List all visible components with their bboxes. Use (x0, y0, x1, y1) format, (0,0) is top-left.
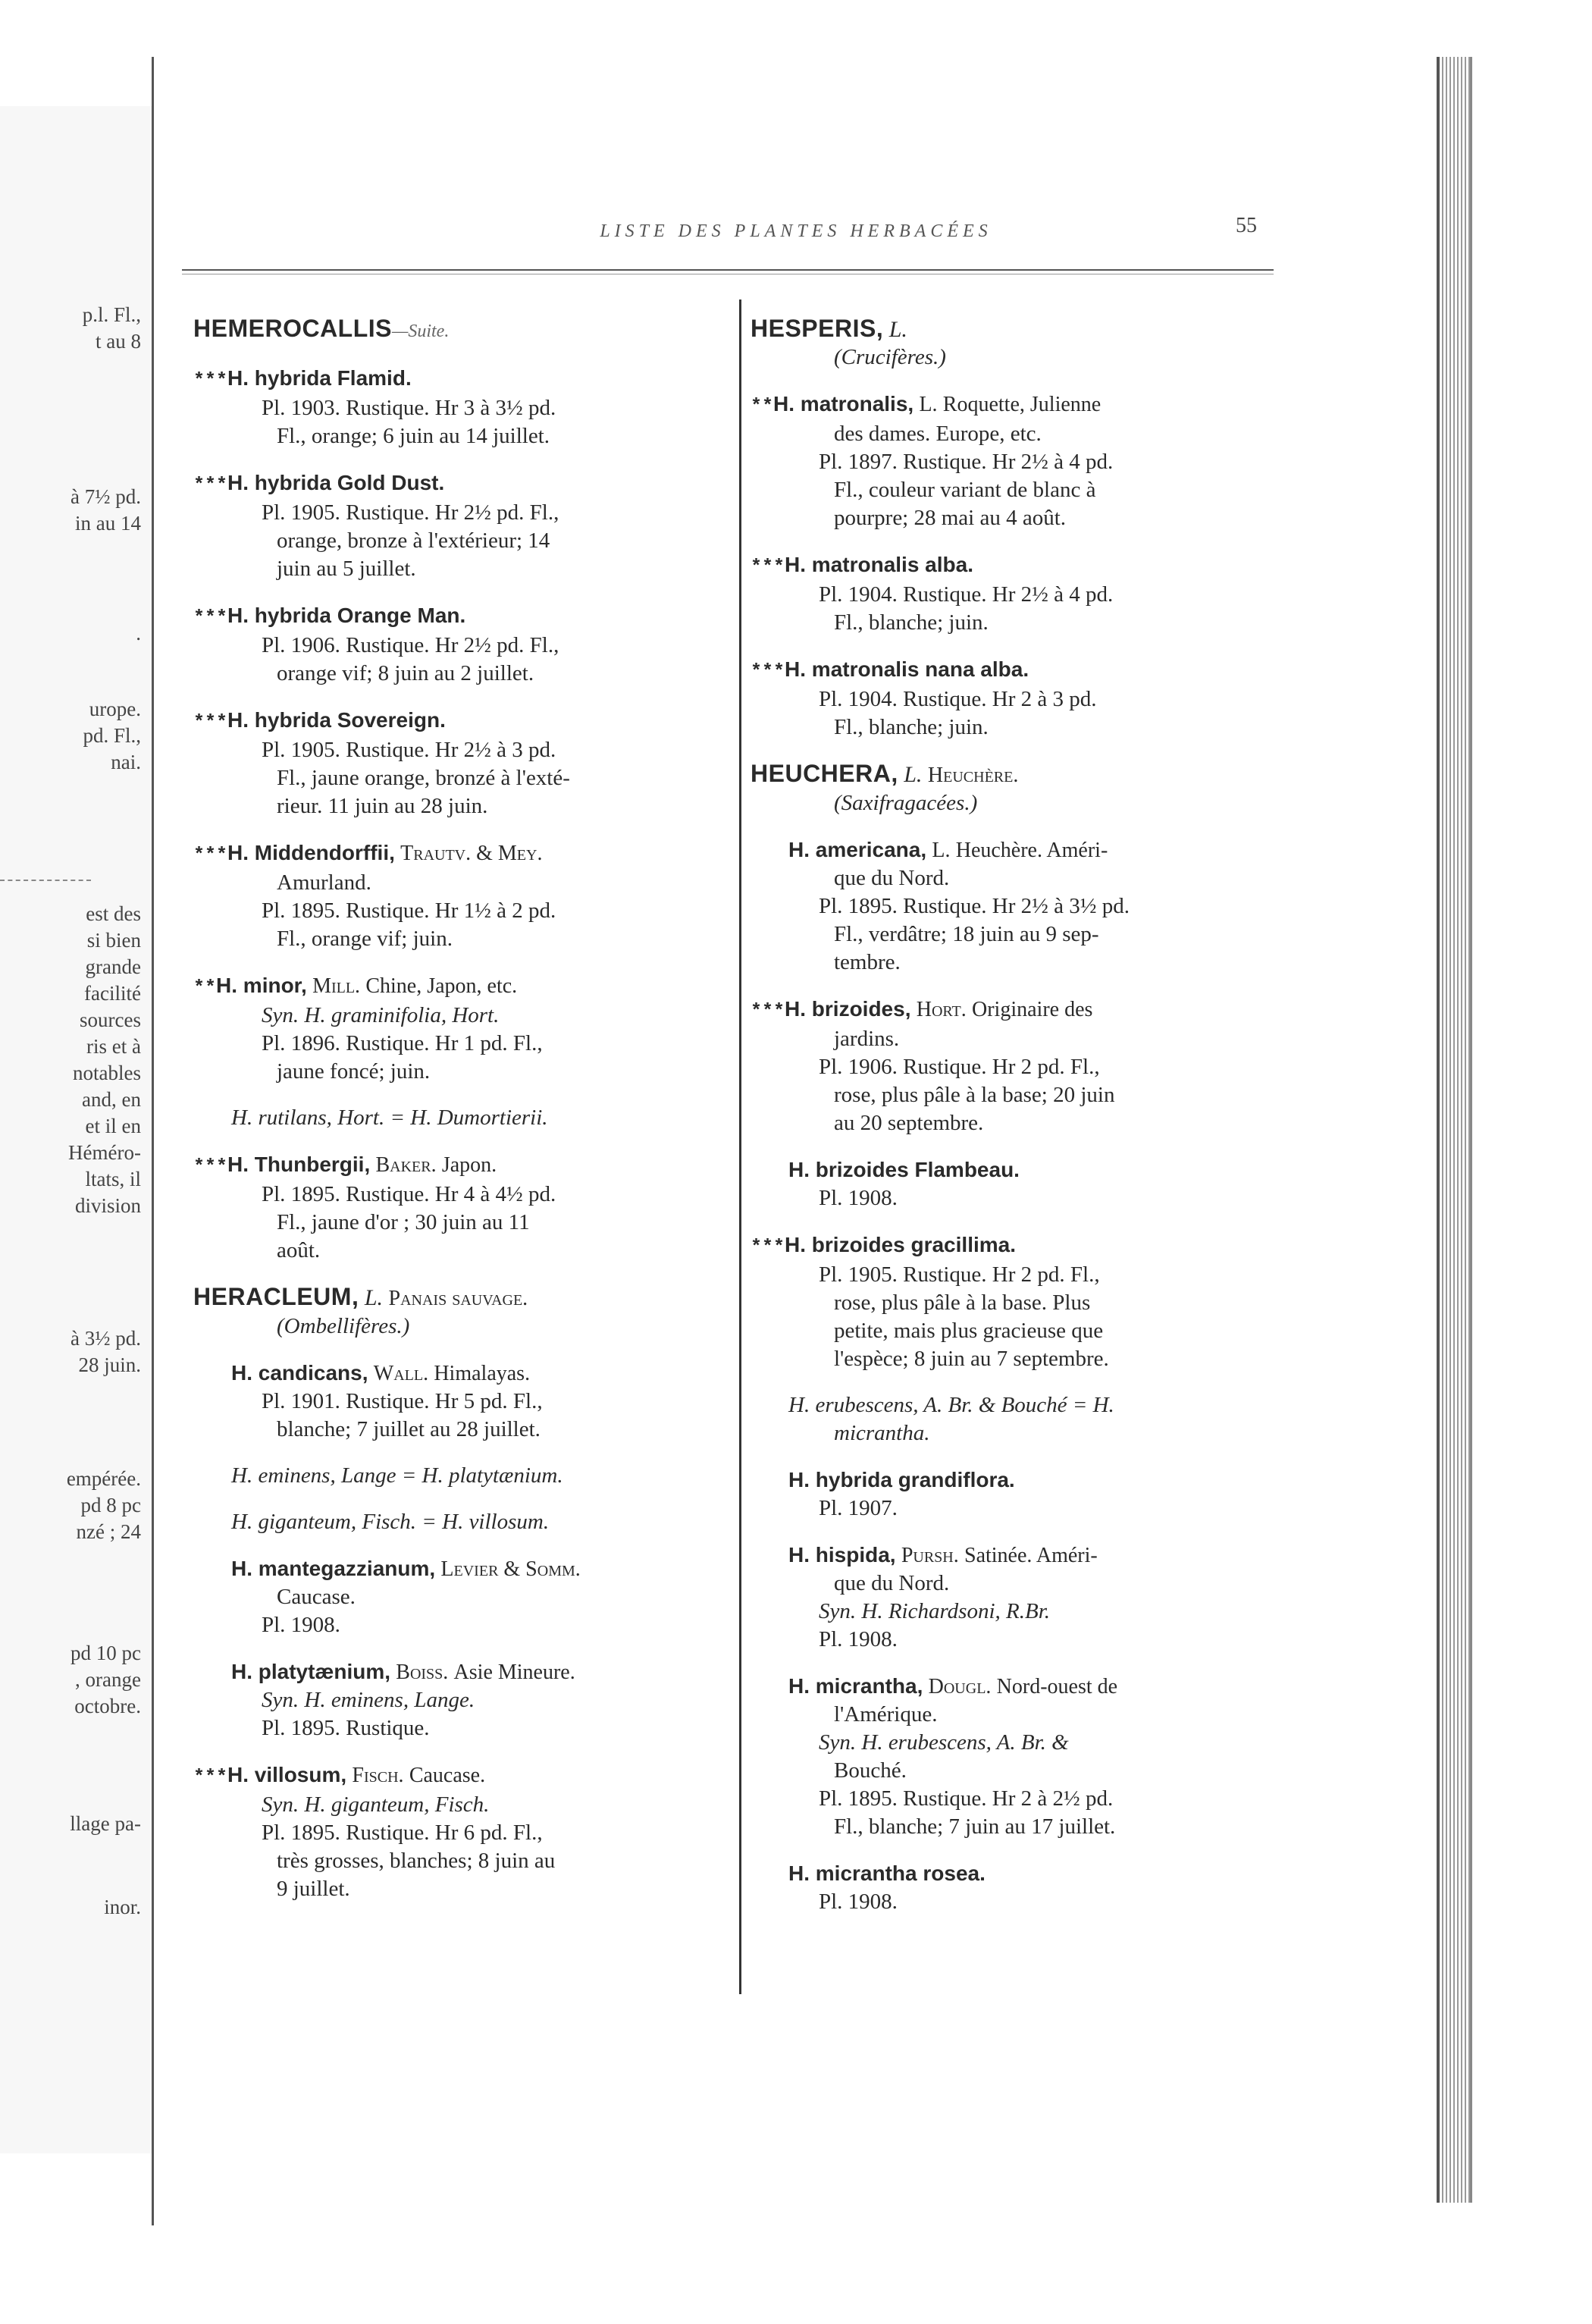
facing-page-text: à 3½ pd. (71, 1327, 141, 1350)
species-heading (193, 1761, 735, 1791)
species-detail-line: Syn. H. eminens, Lange. (262, 1688, 475, 1712)
synonym-text: H. giganteum, Fisch. = H. villosum. (231, 1510, 550, 1534)
hardiness-stars: *** (193, 711, 228, 733)
species-name: H. Thunbergii, (227, 1153, 371, 1176)
species-note: Satinée. Améri- (964, 1544, 1098, 1567)
genus-entry (751, 315, 1296, 372)
species-heading (193, 1150, 735, 1181)
species-detail-line: tembre. (834, 950, 901, 974)
species-detail-line: Pl. 1908. (819, 1890, 898, 1914)
column-divider (739, 300, 741, 1994)
hardiness-stars: *** (193, 607, 228, 629)
facing-page-text: nai. (111, 751, 141, 773)
species-note: Chine, Japon, etc. (365, 974, 518, 998)
species-heading (751, 1466, 1296, 1494)
facing-page-text: notables (73, 1062, 141, 1084)
genus-heading (751, 315, 1296, 343)
species-detail-line: des dames. Europe, etc. (834, 422, 1042, 446)
synonym-text: H. erubescens, A. Br. & Bouché = H. (788, 1393, 1114, 1417)
plant-entry (193, 364, 735, 450)
genus-name: HEUCHERA, (751, 760, 898, 787)
species-name: H. hybrida Gold Dust. (227, 471, 445, 494)
species-detail-line: Pl. 1895. Rustique. (262, 1716, 430, 1740)
synonym-entry (751, 1391, 1296, 1447)
facing-page-text: in au 14 (75, 512, 141, 535)
species-heading (751, 655, 1296, 685)
species-detail-line: Syn. H. graminifolia, Hort. (262, 1003, 500, 1027)
species-detail-line: blanche; 7 juillet au 28 juillet. (277, 1417, 541, 1441)
species-detail-line: août. (277, 1238, 321, 1262)
facing-page-text: si bien (86, 929, 141, 952)
facing-page-text: facilité (84, 982, 141, 1005)
species-detail-line: Pl. 1897. Rustique. Hr 2½ à 4 pd. (819, 450, 1114, 474)
genus-author: L. (888, 317, 907, 342)
facing-page-text: pd 10 pc (71, 1642, 141, 1664)
species-detail-line: Pl. 1895. Rustique. Hr 4 à 4½ pd. (262, 1182, 556, 1206)
species-detail-line: rieur. 11 juin au 28 juin. (277, 794, 488, 818)
facing-page-text: est des (86, 902, 141, 925)
species-detail-line: Pl. 1905. Rustique. Hr 2 pd. Fl., (819, 1262, 1100, 1287)
species-heading (751, 1231, 1296, 1261)
species-detail-line: Fl., jaune orange, bronzé à l'exté- (277, 766, 570, 790)
plant-entry (751, 1466, 1296, 1523)
facing-page-text: urope. (89, 698, 141, 720)
species-author: Mill. (312, 974, 361, 998)
plant-entry (193, 839, 735, 953)
species-detail-line: Fl., verdâtre; 18 juin au 9 sep- (834, 922, 1099, 946)
genus-entry (193, 1283, 735, 1341)
species-heading (751, 995, 1296, 1025)
species-heading (193, 1554, 735, 1583)
facing-page-text: grande (85, 955, 141, 978)
plant-entry (751, 1231, 1296, 1373)
species-detail-line: Syn. H. giganteum, Fisch. (262, 1792, 490, 1817)
species-detail-line: que du Nord. (834, 866, 950, 890)
synonym-entry (193, 1462, 735, 1490)
species-detail-line: Pl. 1908. (819, 1627, 898, 1651)
species-name: H. matronalis nana alba. (785, 657, 1029, 681)
hardiness-stars: *** (193, 369, 228, 391)
facing-page-text: ris et à (86, 1035, 141, 1058)
species-author: Boiss. (396, 1661, 449, 1684)
species-name: H. brizoides, (785, 997, 911, 1021)
plant-entry (193, 1359, 735, 1444)
facing-page-text: ltats, il (85, 1168, 141, 1190)
hardiness-stars: *** (751, 1000, 785, 1022)
species-note: Japon. (441, 1153, 497, 1177)
species-heading (193, 364, 735, 394)
species-name: H. Middendorffii, (227, 841, 395, 864)
species-name: H. candicans, (231, 1361, 368, 1385)
species-note: Himalayas. (434, 1362, 531, 1385)
page-number: 55 (1236, 214, 1257, 237)
genus-common-name: Panais sauvage. (388, 1287, 528, 1310)
genus-name: HEMEROCALLIS (193, 315, 392, 342)
species-detail-line: Pl. 1905. Rustique. Hr 2½ à 3 pd. (262, 738, 556, 762)
species-author: Trautv. & Mey. (400, 842, 543, 865)
facing-page-fragment (0, 106, 156, 2153)
species-name: H. hybrida Orange Man. (227, 604, 466, 627)
species-heading (193, 469, 735, 499)
genus-heading (193, 315, 735, 346)
facing-page-text: t au 8 (96, 330, 141, 353)
genus-name: HERACLEUM, (193, 1283, 359, 1310)
species-detail-line: jardins. (834, 1027, 900, 1051)
species-heading (193, 839, 735, 869)
species-detail-line: Pl. 1908. (819, 1186, 898, 1210)
species-note: Nord-ouest de (996, 1675, 1118, 1698)
facing-page-text: à 7½ pd. (71, 485, 141, 508)
species-heading (193, 1359, 735, 1388)
facing-page-text: et il en (85, 1115, 141, 1137)
species-detail-line: Fl., orange; 6 juin au 14 juillet. (277, 424, 550, 448)
plant-entry (751, 1672, 1296, 1841)
species-heading (751, 390, 1296, 420)
right-column (751, 315, 1296, 1934)
species-heading (751, 550, 1296, 581)
plant-entry (193, 706, 735, 820)
facing-page-text: pd 8 pc (80, 1494, 141, 1516)
species-detail-line: rose, plus pâle à la base; 20 juin (834, 1083, 1115, 1107)
family-name: (Saxifragacées.) (834, 791, 978, 815)
facing-page-rule (0, 880, 91, 881)
left-column (193, 315, 735, 1921)
species-author: Levier & Somm. (440, 1557, 581, 1581)
species-author: Hort. (916, 998, 967, 1021)
plant-entry (751, 390, 1296, 532)
species-detail-line: Caucase. (277, 1585, 356, 1609)
species-detail-line: Amurland. (277, 870, 371, 895)
species-detail-line: juin au 5 juillet. (277, 557, 416, 581)
species-author: L. (932, 839, 951, 862)
hardiness-stars: ** (751, 395, 774, 417)
facing-page-text: and, en (82, 1088, 141, 1111)
species-name: H. hybrida grandiflora. (788, 1468, 1015, 1491)
facing-page-text: , orange (75, 1668, 141, 1691)
plant-entry (193, 1554, 735, 1639)
facing-page-text: 28 juin. (78, 1353, 141, 1376)
species-name: H. hybrida Flamid. (227, 366, 412, 390)
facing-page-text: llage pa- (70, 1812, 141, 1835)
synonym-text: micrantha. (834, 1421, 930, 1445)
synonym-entry (193, 1508, 735, 1536)
species-heading (193, 1658, 735, 1686)
plant-entry (193, 1150, 735, 1265)
species-detail-line: rose, plus pâle à la base. Plus (834, 1291, 1091, 1315)
genus-name: HESPERIS, (751, 315, 884, 342)
species-detail-line: Pl. 1907. (819, 1496, 898, 1520)
species-name: H. villosum, (227, 1763, 347, 1786)
species-detail-line: Fl., orange vif; juin. (277, 927, 453, 951)
facing-page-text: nzé ; 24 (76, 1520, 141, 1543)
plant-entry (751, 995, 1296, 1137)
facing-page-text: Héméro- (68, 1141, 141, 1164)
genus-common-name: Heuchère. (927, 764, 1019, 787)
species-detail-line: 9 juillet. (277, 1877, 350, 1901)
genus-heading (751, 760, 1296, 789)
synonym-entry (193, 1104, 735, 1132)
species-name: H. americana, (788, 838, 927, 861)
species-detail-line: orange, bronze à l'extérieur; 14 (277, 528, 550, 553)
plant-entry (193, 601, 735, 688)
facing-page-text: octobre. (74, 1695, 141, 1717)
species-detail-line: petite, mais plus gracieuse que (834, 1319, 1104, 1343)
species-detail-line: Syn. H. erubescens, A. Br. & (819, 1730, 1069, 1755)
species-name: H. brizoides gracillima. (785, 1233, 1016, 1256)
plant-entry (751, 836, 1296, 977)
genus-author: L. (364, 1285, 384, 1310)
genus-entry (193, 315, 735, 346)
species-name: H. mantegazzianum, (231, 1557, 436, 1580)
plant-entry (193, 1658, 735, 1742)
species-heading (193, 971, 735, 1002)
species-author: Baker. (375, 1153, 437, 1177)
species-detail-line: Pl. 1904. Rustique. Hr 2 à 3 pd. (819, 687, 1097, 711)
facing-page-text: pd. Fl., (83, 724, 141, 747)
facing-page-text: division (74, 1194, 141, 1217)
plant-entry (751, 1156, 1296, 1212)
continuation-mark: —Suite. (392, 321, 450, 341)
species-heading (751, 1859, 1296, 1888)
plant-entry (751, 550, 1296, 637)
species-detail-line: l'espèce; 8 juin au 7 septembre. (834, 1347, 1109, 1371)
genus-entry (751, 760, 1296, 817)
species-detail-line: que du Nord. (834, 1571, 950, 1595)
species-detail-line: Pl. 1901. Rustique. Hr 5 pd. Fl., (262, 1389, 543, 1413)
facing-page-text: p.l. Fl., (82, 303, 141, 326)
species-detail-line: Pl. 1895. Rustique. Hr 2 à 2½ pd. (819, 1786, 1114, 1811)
plant-entry (751, 1541, 1296, 1654)
species-note: Caucase. (409, 1764, 486, 1787)
species-detail-line: Fl., blanche; juin. (834, 715, 989, 739)
species-detail-line: Fl., blanche; juin. (834, 610, 989, 635)
species-name: H. matronalis alba. (785, 553, 973, 576)
species-heading (193, 706, 735, 736)
species-detail-line: Pl. 1895. Rustique. Hr 1½ à 2 pd. (262, 899, 556, 923)
plant-entry (751, 1859, 1296, 1916)
plant-entry (751, 655, 1296, 742)
species-detail-line: pourpre; 28 mai au 4 août. (834, 506, 1067, 530)
hardiness-stars: ** (193, 977, 217, 999)
hardiness-stars: *** (193, 844, 228, 866)
species-detail-line: Pl. 1903. Rustique. Hr 3 à 3½ pd. (262, 396, 556, 420)
hardiness-stars: *** (751, 556, 785, 578)
species-detail-line: orange vif; 8 juin au 2 juillet. (277, 661, 534, 685)
species-detail-line: Fl., jaune d'or ; 30 juin au 11 (277, 1210, 530, 1234)
species-author: Wall. (373, 1362, 429, 1385)
species-heading (751, 1672, 1296, 1701)
species-note: Asie Mineure. (453, 1661, 575, 1684)
species-note: Roquette, Julienne (942, 393, 1102, 416)
species-detail-line: au 20 septembre. (834, 1111, 984, 1135)
species-detail-line: Pl. 1895. Rustique. Hr 2½ à 3½ pd. (819, 894, 1130, 918)
species-detail-line: Fl., couleur variant de blanc à (834, 478, 1096, 502)
species-author: Dougl. (928, 1675, 992, 1698)
species-author: Pursh. (901, 1544, 959, 1567)
book-edge (1437, 57, 1472, 2203)
header-rule (182, 269, 1274, 271)
facing-page-text: sources (80, 1008, 141, 1031)
species-detail-line: Pl. 1895. Rustique. Hr 6 pd. Fl., (262, 1821, 543, 1845)
species-note: Heuchère. Améri- (955, 839, 1108, 862)
species-detail-line: Pl. 1906. Rustique. Hr 2½ pd. Fl., (262, 633, 559, 657)
facing-page-text: inor. (104, 1896, 141, 1918)
synonym-text: H. rutilans, Hort. = H. Dumortierii. (231, 1106, 548, 1130)
family-name: (Crucifères.) (834, 345, 946, 369)
species-name: H. micrantha rosea. (788, 1861, 986, 1885)
species-detail-line: Pl. 1908. (262, 1613, 340, 1637)
species-detail-line: Pl. 1906. Rustique. Hr 2 pd. Fl., (819, 1055, 1100, 1079)
species-author: L. (919, 393, 938, 416)
species-heading (193, 601, 735, 632)
species-heading (751, 1156, 1296, 1184)
species-detail-line: Pl. 1896. Rustique. Hr 1 pd. Fl., (262, 1031, 543, 1055)
species-detail-line: Pl. 1904. Rustique. Hr 2½ à 4 pd. (819, 582, 1114, 607)
species-name: H. minor, (216, 974, 307, 997)
plant-entry (193, 1761, 735, 1903)
species-name: H. hispida, (788, 1543, 896, 1567)
plant-entry (193, 469, 735, 583)
hardiness-stars: *** (193, 1156, 228, 1178)
genus-author: L. (904, 762, 923, 787)
species-detail-line: très grosses, blanches; 8 juin au (277, 1849, 556, 1873)
hardiness-stars: *** (751, 660, 785, 682)
hardiness-stars: *** (193, 474, 228, 496)
species-detail-line: jaune foncé; juin. (277, 1059, 431, 1084)
family-name: (Ombellifères.) (277, 1314, 410, 1338)
species-detail-line: l'Amérique. (834, 1702, 938, 1727)
genus-heading (193, 1283, 735, 1313)
species-detail-line: Bouché. (834, 1758, 907, 1783)
hardiness-stars: *** (193, 1766, 228, 1788)
plant-entry (193, 971, 735, 1086)
species-heading (751, 836, 1296, 864)
species-detail-line: Syn. H. Richardsoni, R.Br. (819, 1599, 1051, 1623)
running-title: LISTE DES PLANTES HERBACÉES (600, 221, 992, 241)
species-author: Fisch. (352, 1764, 404, 1787)
species-name: H. micrantha, (788, 1674, 923, 1698)
species-name: H. matronalis, (773, 392, 914, 416)
species-heading (751, 1541, 1296, 1570)
species-name: H. hybrida Sovereign. (227, 708, 446, 732)
species-detail-line: Fl., blanche; 7 juin au 17 juillet. (834, 1814, 1116, 1839)
hardiness-stars: *** (751, 1236, 785, 1258)
synonym-text: H. eminens, Lange = H. platytænium. (231, 1463, 563, 1488)
facing-page-text: empérée. (66, 1467, 141, 1490)
species-name: H. brizoides Flambeau. (788, 1158, 1020, 1181)
facing-page-text: . (136, 622, 141, 645)
species-name: H. platytænium, (231, 1660, 391, 1683)
species-detail-line: Pl. 1905. Rustique. Hr 2½ pd. Fl., (262, 500, 559, 525)
species-note: Originaire des (972, 998, 1093, 1021)
